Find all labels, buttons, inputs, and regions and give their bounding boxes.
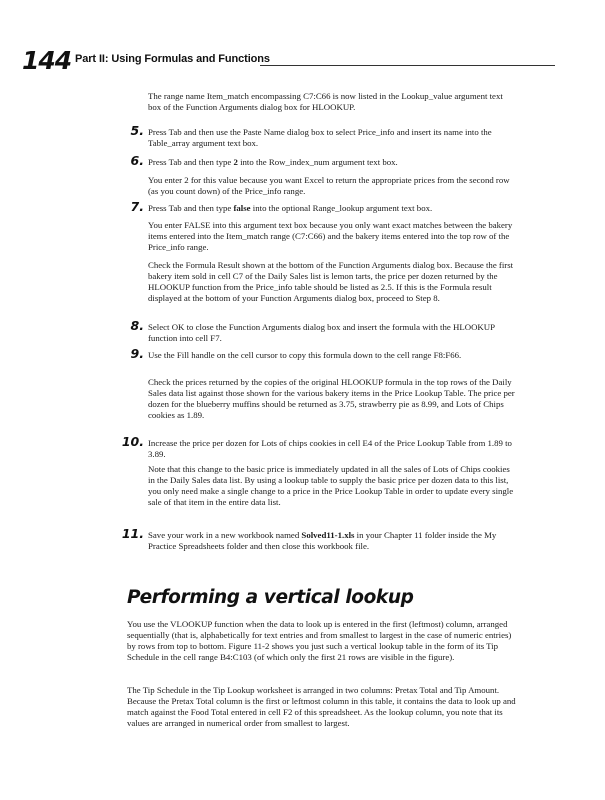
step-6-note: You enter 2 for this value because you want Excel to return the appropriate prices from the second row (as you count down) of the Price_info range. xyxy=(148,175,510,197)
step-7-typed-value: false xyxy=(233,203,251,213)
page-number: 144 xyxy=(22,46,72,75)
running-head xyxy=(22,44,537,78)
intro-paragraph: The range name Item_match encompassing C7:C66 is now listed in the Lookup_value argument text box of the Function Arguments dialog box for HLOOKUP. xyxy=(148,91,503,113)
step-7-note-2: Check the Formula Result shown at the bottom of the Function Arguments dialog box. Because the first bakery item sold in cell C7 of the Daily Sales list is lemon tarts, the price per dozen returned by the HLOOKUP function from the Price_info table should be listed as 2.5. If this is the Formula result displayed at the bottom of your Function Arguments dialog box, proceed to Step 8. xyxy=(148,260,514,304)
part-title: Part II: Using Formulas and Functions xyxy=(75,53,270,65)
step-8-text: Select OK to close the Function Arguments dialog box and insert the formula with the HLOOKUP function into cell F7. xyxy=(148,322,495,344)
step-8-number: 8. xyxy=(130,318,144,333)
step-5-text: Press Tab and then use the Paste Name dialog box to select Price_info and insert its name into the Table_array argument text box. xyxy=(148,127,492,149)
header-rule xyxy=(260,65,555,66)
step-11-filename: Solved11-1.xls xyxy=(301,530,355,540)
step-11-number: 11. xyxy=(121,526,144,541)
step-6-number: 6. xyxy=(130,153,144,168)
section-heading: Performing a vertical lookup xyxy=(127,587,414,608)
step-7-number: 7. xyxy=(130,199,144,214)
step-9-number: 9. xyxy=(130,346,144,361)
step-10-number: 10. xyxy=(121,434,144,449)
step-10-note: Note that this change to the basic price is immediately updated in all the sales of Lots of Chips cookies in the Daily Sales data list. By using a lookup table to supply the basic price per dozen data to this list, you only need make a single change to a price in the Price Lookup Table in order to update every single sale of that item in the entire data list. xyxy=(148,464,514,508)
step-10-text: Increase the price per dozen for Lots of chips cookies in cell E4 of the Price Lookup Table from 1.89 to 3.89. xyxy=(148,438,512,460)
section-paragraph-1: You use the VLOOKUP function when the data to look up is entered in the first (leftmost) column, arranged sequentially (that is, alphabetically for text entries and from smallest to largest in the case of numeric entries) by rows from top to bottom. Figure 11-2 shows you just such a vertical lookup table in the form of its Tip Schedule in the cell range B4:C103 (of which only the first 21 rows are visible in the figure). xyxy=(127,619,512,663)
step-6-text: Press Tab and then type 2 into the Row_index_num argument text box. xyxy=(148,157,398,167)
step-9-note: Check the prices returned by the copies of the original HLOOKUP formula in the top rows of the Daily Sales data list against those shown for the various bakery items in the Price Lookup Table. The price per dozen for the blueberry muffins should be returned as 3.75, strawberry pie as 8.99, and Lots of Chips cookies as 1.89. xyxy=(148,377,515,421)
step-7-text: Press Tab and then type false into the optional Range_lookup argument text box. xyxy=(148,203,433,213)
step-6-typed-value: 2 xyxy=(233,157,238,167)
step-9-text: Use the Fill handle on the cell cursor to copy this formula down to the cell range F8:F66. xyxy=(148,350,462,360)
step-11-text: Save your work in a new workbook named Solved11-1.xls in your Chapter 11 folder inside the My Practice Spreadsheets folder and then close this workbook file. xyxy=(148,530,497,552)
step-5-number: 5. xyxy=(130,123,144,138)
section-paragraph-2: The Tip Schedule in the Tip Lookup worksheet is arranged in two columns: Pretax Total and Tip Amount. Because the Pretax Total column is the first or leftmost column in this table, it contains the data to look up and match against the Food Total entered in cell F2 of this spreadsheet. As the lookup column, you note that its values are arranged in numerical order from smallest to largest. xyxy=(127,685,516,729)
step-7-note-1: You enter FALSE into this argument text box because you only want exact matches between the bakery items entered into the Item_match range (C7:C66) and the bakery items entered into the top row of the Price_info range. xyxy=(148,220,513,253)
